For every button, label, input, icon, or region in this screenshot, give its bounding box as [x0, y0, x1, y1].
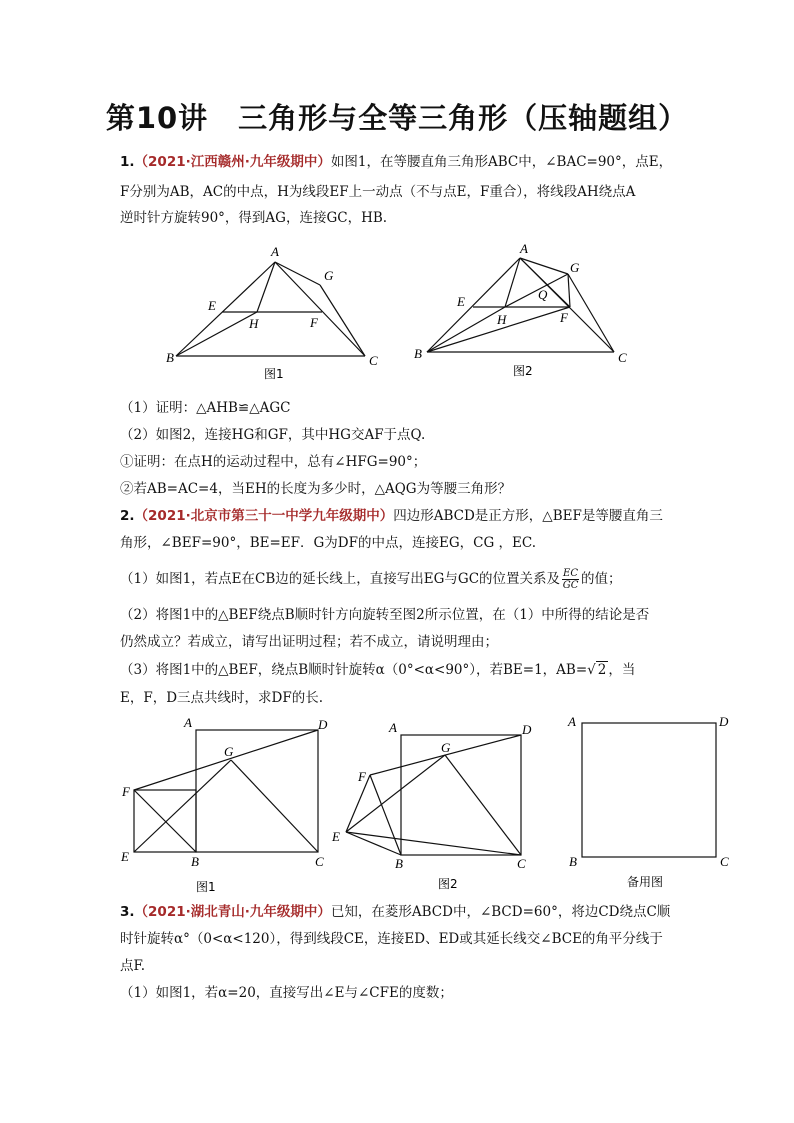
q2f1-label-c: C: [315, 854, 324, 869]
q2f3-caption: 备用图: [627, 875, 664, 889]
q2f1-label-e: E: [121, 849, 129, 864]
fig1-label-b: B: [166, 350, 174, 365]
q2-text-2: 角形，∠BEF=90°，BE=EF．G为DF的中点，连接EG，CG ，EC.: [120, 535, 537, 551]
fig1-caption: 图1: [264, 367, 284, 381]
q2f1-label-d: D: [318, 717, 328, 732]
q2-part-3-line-2: E，F，D三点共线时，求DF的长.: [120, 690, 324, 706]
q2-part-2-line-2: 仍然成立？若成立，请写出证明过程；若不成立，请说明理由；: [120, 634, 498, 650]
fig2-label-a: A: [520, 241, 528, 256]
q2-part-1-text: （1）如图1，若点E在CB边的延长线上，直接写出EG与GC的位置关系及: [120, 571, 561, 587]
q2f1-label-f: F: [122, 784, 130, 799]
q2-source: （2021·北京市第三十一中学九年级期中）: [134, 508, 394, 524]
fig2-label-g: G: [570, 260, 580, 275]
q2f3-square: [582, 723, 716, 857]
fig2-caption: 图2: [513, 364, 533, 378]
q2-part-3-text-b: ，当: [608, 662, 636, 678]
q3-number: 3.: [120, 904, 135, 920]
q2f3-label-b: B: [569, 854, 577, 869]
page-title: 第10讲 三角形与全等三角形（压轴题组）: [105, 101, 689, 135]
q3-text-2: 时针旋转α°（0<α<120），得到线段CE，连接ED、ED或其延长线交∠BCE的角平分线于: [120, 931, 663, 947]
fig2-label-e: E: [457, 294, 465, 309]
q2-part-3-text-a: （3）将图1中的△BEF，绕点B顺时针旋转α（0°<α<90°），若BE=1，AB=: [120, 662, 588, 678]
q1-text-3: 逆时针方旋转90°，得到AG，连接GC，HB.: [120, 210, 388, 226]
q2f2-label-a: A: [389, 720, 397, 735]
fig1-label-h: H: [249, 316, 259, 331]
q3-text-3: 点F.: [120, 958, 146, 974]
q2f1-label-g: G: [224, 744, 234, 759]
q2f3-label-a: A: [568, 714, 576, 729]
q2f1-label-a: A: [184, 715, 192, 730]
q2f1-caption: 图1: [196, 880, 216, 894]
fig2-label-f: F: [560, 310, 568, 325]
q1-text-2: F分别为AB，AC的中点，H为线段EF上一动点（不与点E，F重合），将线段AH绕点A: [120, 184, 636, 200]
q2f3-label-d: D: [719, 714, 729, 729]
q2-sqrt-value: 2: [597, 662, 607, 678]
fig2-label-b: B: [414, 346, 422, 361]
q2f2-label-e: E: [332, 829, 340, 844]
q2f2-fb: [370, 775, 401, 855]
fig1-label-e: E: [208, 298, 216, 313]
q2f2-label-g: G: [441, 740, 451, 755]
fig2-label-c: C: [618, 350, 627, 365]
q1-text-1: 如图1，在等腰直角三角形ABC中，∠BAC=90°，点E，: [330, 154, 673, 170]
q1-part-2b: ②若AB=AC=4，当EH的长度为多少时，△AQG为等腰三角形？: [120, 481, 512, 497]
q1-number: 1.: [120, 154, 135, 170]
q3-text-1: 已知，在菱形ABCD中，∠BCD=60°，将边CD绕点C顺: [330, 904, 671, 920]
q2-text-1: 四边形ABCD是正方形，△BEF是等腰直角三: [393, 508, 663, 524]
q1-part-1: （1）证明：△AHB≌△AGC: [120, 400, 291, 416]
fig2-label-q: Q: [538, 287, 548, 302]
q3-text-4: （1）如图1，若α=20，直接写出∠E与∠CFE的度数；: [120, 985, 453, 1001]
fig1-label-a: A: [271, 244, 279, 259]
q3-source: （2021·湖北青山·九年级期中）: [134, 904, 331, 920]
fraction-denominator: GC: [562, 580, 579, 591]
q3-line-1: [120, 902, 680, 922]
q2f2-caption: 图2: [438, 877, 458, 891]
q2f2-label-c: C: [517, 856, 526, 871]
fig1-label-c: C: [369, 353, 378, 368]
q2f2-label-f: F: [358, 769, 366, 784]
fraction-numerator: EC: [563, 568, 578, 579]
q2f2-label-d: D: [522, 722, 532, 737]
q1-part-2a: ①证明：在点H的运动过程中，总有∠HFG=90°；: [120, 454, 427, 470]
q2f1-square: [196, 730, 318, 852]
q2f1-label-b: B: [191, 854, 199, 869]
q1-part-2: （2）如图2，连接HG和GF，其中HG交AF于点Q.: [120, 427, 426, 443]
q2f3-label-c: C: [720, 854, 729, 869]
q2f2-square: [401, 735, 521, 855]
q2f1-gc: [231, 760, 318, 852]
q1-source: （2021·江西赣州·九年级期中）: [134, 154, 331, 170]
fig1-label-g: G: [324, 268, 334, 283]
fig2-label-h: H: [497, 312, 507, 327]
fig1-label-f: F: [310, 315, 318, 330]
q2f2-gc: [445, 755, 521, 855]
q2f1-fd: [134, 730, 318, 790]
q2-part-1-tail: 的值；: [581, 571, 622, 587]
q2f2-eg: [346, 755, 445, 832]
q2-part-3-line-1: （3）将图1中的△BEF，绕点B顺时针旋转α（0°<α<90°），若BE=1，AB=√ 2 ，当: [120, 662, 636, 678]
q2-part-2-line-1: （2）将图1中的△BEF绕点B顺时针方向旋转至图2所示位置，在（1）中所得的结论是否: [120, 607, 650, 623]
q2f2-label-b: B: [395, 856, 403, 871]
q2-number: 2.: [120, 508, 135, 524]
